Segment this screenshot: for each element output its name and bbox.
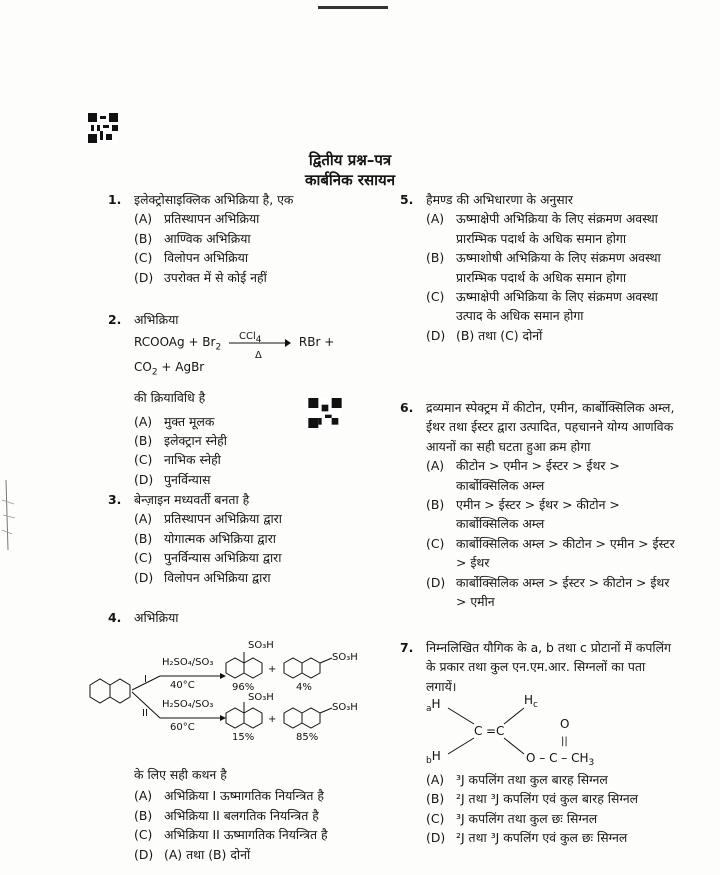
option-a: (A) अभिक्रिया I ऊष्मागतिक नियन्त्रित है	[134, 788, 324, 804]
question-number: 7.	[400, 640, 414, 655]
option-a: (A) मुक्त मूलक	[134, 413, 215, 429]
vinyl-acetate-structure	[420, 690, 680, 770]
svg-text:O – C – CH3: O – C – $CH_3$	[526, 751, 595, 768]
option-a: (A) प्रतिस्थापन अभिक्रिया	[134, 211, 260, 227]
svg-text:Hc: $H_c$	[524, 693, 538, 710]
svg-text:SO₃H: SO₃H	[332, 702, 358, 713]
option-d: (D) (B) तथा (C) दोनों	[426, 327, 543, 343]
option-b: (B) ²J तथा ³J कपलिंग एवं कुल बारह सिग्नल	[426, 791, 639, 807]
option-c: (C) ऊष्माक्षेपी अभिक्रिया के लिए संक्रमण अवस्था उत्पाद के अधिक समान होगा	[426, 289, 658, 324]
option-a: (A) ³J कपलिंग तथा कुल बारह सिग्नल	[426, 772, 608, 787]
svg-text:C: C	[474, 724, 483, 738]
qr-code-large	[88, 113, 118, 143]
option-c: (C) पुनर्विन्यास अभिक्रिया द्वारा	[134, 550, 282, 566]
question-number: 6.	[400, 400, 414, 415]
svg-text:SO₃H: SO₃H	[248, 692, 274, 703]
option-c: (C) नाभिक स्नेही	[134, 452, 221, 468]
svg-text:aH: $_a$H	[426, 697, 441, 714]
svg-text:bH: $_b$H	[426, 749, 441, 766]
svg-text:96%: 96%	[232, 682, 255, 693]
option-a: (A) प्रतिस्थापन अभिक्रिया द्वारा	[134, 511, 282, 527]
svg-text:+: +	[268, 664, 277, 675]
svg-text:=: =	[486, 724, 497, 738]
svg-text:40°C: 40°C	[170, 680, 195, 691]
svg-text:I: I	[144, 674, 147, 685]
option-a: (A) ऊष्माक्षेपी अभिक्रिया के लिए संक्रमण अवस्था प्रारम्भिक पदार्थ के अधिक समान होगा	[426, 211, 658, 246]
option-c: (C) ³J कपलिंग तथा कुल छः सिग्नल	[426, 810, 598, 826]
svg-text:SO₃H: SO₃H	[248, 640, 274, 651]
svg-text:85%: 85%	[296, 732, 319, 743]
svg-text:15%: 15%	[232, 732, 255, 743]
question-text: हैमण्ड की अभिधारणा के अनुसार	[426, 192, 573, 207]
reaction-equation: RCOOAg + $Br_2$ CCl$_4$ Δ RBr +	[134, 330, 335, 361]
svg-text:+: +	[268, 714, 277, 725]
question-number: 3.	[108, 492, 122, 507]
page-subtitle: कार्बनिक रसायन	[304, 171, 396, 189]
option-b: (B) इलेक्ट्रान स्नेही	[134, 433, 227, 448]
option-b: (B) ऊष्माशोषी अभिक्रिया के लिए संक्रमण अवस्था प्रारम्भिक पदार्थ के अधिक समान होगा	[426, 250, 661, 285]
question-5	[400, 190, 675, 345]
svg-text:||: ||	[561, 736, 568, 747]
option-d: (D) कार्बोक्सिलिक अम्ल > ईस्टर > कीटोन > ईथर > एमीन	[426, 574, 670, 610]
question-number: 2.	[108, 312, 122, 327]
question-2	[108, 310, 400, 489]
svg-text:4%: 4%	[296, 682, 312, 693]
question-text: द्रव्यमान स्पेक्ट्रम में कीटोन, एमीन, कार्बोक्सिलिक अम्ल, ईथर तथा ईस्टर द्वारा उत्पादित, पहचानने योग्य आणविक आयनों का सही घटता हुआ क्रम होगा	[426, 400, 675, 454]
question-1	[108, 190, 400, 287]
svg-text:SO₃H: SO₃H	[332, 652, 358, 663]
option-a: (A) कीटोन > एमीन > ईस्टर > ईथर > कार्बोक्सिलिक अम्ल	[426, 458, 620, 493]
question-number: 1.	[108, 192, 122, 207]
question-text-after: की क्रियाविधि है	[134, 390, 206, 406]
question-text: निम्नलिखित यौगिक के a, b तथा c प्रोटानों में कपलिंग के प्रकार तथा कुल एन.एम.आर. सिग्नलों का पता लगायें।	[426, 640, 671, 694]
svg-text:II: II	[142, 708, 148, 719]
option-b: (B) योगात्मक अभिक्रिया द्वारा	[134, 530, 276, 546]
page-title: द्वितीय प्रश्न–पत्र	[308, 151, 392, 169]
option-c: (C) विलोपन अभिक्रिया	[134, 250, 249, 266]
question-text-after: के लिए सही कथन है	[134, 767, 227, 782]
binding-edge-mark	[0, 480, 18, 550]
svg-text:H₂SO₄/SO₃: H₂SO₄/SO₃	[162, 657, 214, 668]
question-4	[108, 608, 400, 627]
question-number: 5.	[400, 192, 414, 207]
question-number: 4.	[108, 610, 122, 625]
question-text: अभिक्रिया	[134, 312, 179, 327]
option-b: (B) अभिक्रिया II बलगतिक नियन्त्रित है	[134, 807, 319, 823]
question-6	[400, 398, 675, 611]
question-7	[400, 638, 675, 696]
option-b: (B) आण्विक अभिक्रिया	[134, 230, 251, 246]
question-3	[108, 490, 400, 587]
reaction-equation-line2: $CO_2$ + AgBr	[134, 359, 205, 378]
reaction-arrow: CCl$_4$ Δ	[229, 336, 291, 350]
option-d: (D) पुनर्विन्यास	[134, 471, 211, 487]
question-7-options	[400, 770, 675, 848]
question-text: बेन्ज़ाइन मध्यवर्ती बनता है	[134, 492, 250, 507]
option-d: (D) विलोपन अभिक्रिया द्वारा	[134, 569, 271, 585]
option-c: (C) कार्बोक्सिलिक अम्ल > कीटोन > एमीन > ईस्टर > ईथर	[426, 535, 675, 571]
svg-text:60°C: 60°C	[170, 722, 195, 733]
option-c: (C) अभिक्रिया II ऊष्मागतिक नियन्त्रित है	[134, 827, 328, 843]
option-d: (D) (A) तथा (B) दोनों	[134, 846, 251, 862]
question-text: अभिक्रिया	[134, 610, 179, 625]
svg-text:O: O	[560, 717, 570, 731]
question-4-tail	[108, 765, 400, 864]
sulfonation-scheme	[70, 630, 400, 760]
option-d: (D) ²J तथा ³J कपलिंग एवं कुल छः सिग्नल	[426, 830, 628, 846]
svg-text:C: C	[496, 724, 505, 738]
option-d: (D) उपरोक्त में से कोई नहीं	[134, 269, 267, 285]
svg-text:H₂SO₄/SO₃: H₂SO₄/SO₃	[162, 699, 214, 710]
option-b: (B) एमीन > ईस्टर > ईथर > कीटोन > कार्बोक्सिलिक अम्ल	[426, 497, 620, 532]
question-text: इलेक्ट्रोसाइक्लिक अभिक्रिया है, एक	[134, 192, 294, 207]
scan-mark	[318, 6, 388, 9]
